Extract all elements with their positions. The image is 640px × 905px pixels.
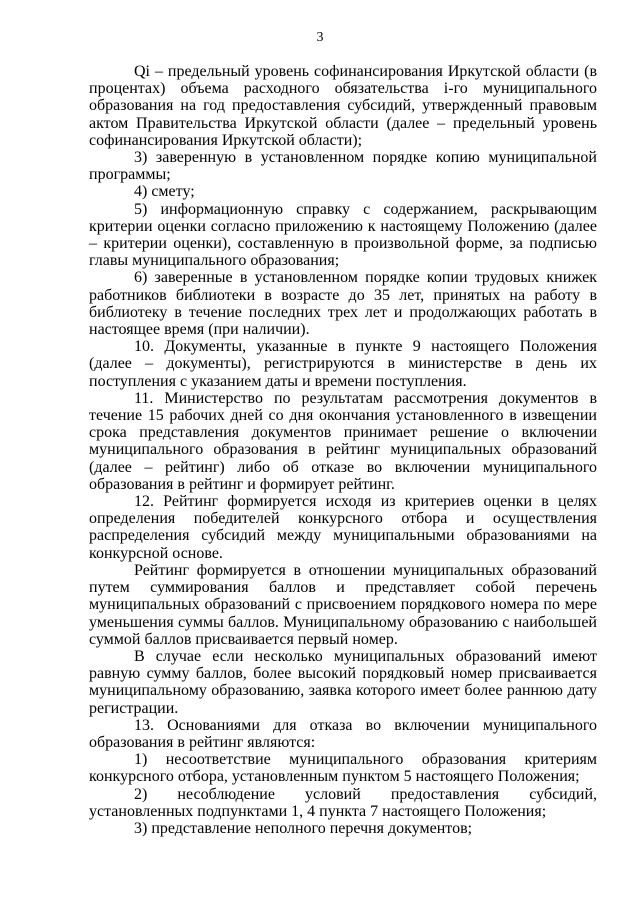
page-number: 3	[316, 30, 324, 45]
document-body	[89, 63, 597, 837]
paragraph-reason-1: 1) несоответствие муниципального образования критериям конкурсного отбора, установленным пунктом 5 настоящего Положения;	[89, 751, 597, 786]
paragraph-equal-score: В случае если несколько муниципальных образований имеют равную сумму баллов, более высокий порядковый номер присваивается муниципальному образованию, заявка которого имеет более раннюю дату регистрации.	[89, 647, 597, 717]
paragraph-item-5: 5) информационную справку с содержанием, раскрывающим критерии оценки согласно приложению к настоящему Положению (далее – критерии оценки), составленную в произвольной форме, за подписью главы муниципального образования;	[89, 200, 597, 270]
paragraph-reason-3: 3) представление неполного перечня документов;	[134, 819, 473, 837]
paragraph-clause-10: 10. Документы, указанные в пункте 9 настоящего Положения (далее – документы), регистрируются в министерстве в день их поступления с указанием даты и времени поступления.	[89, 338, 597, 390]
paragraph-rating-formation: Рейтинг формируется в отношении муниципальных образований путем суммирования баллов и представляет собой перечень муниципальных образований с присвоением порядкового номера по мере уменьшения суммы баллов. Муниципальному образованию с наибольшей суммой баллов присваивается первый номер.	[89, 561, 597, 648]
paragraph-reason-2: 2) несоблюдение условий предоставления субсидий, установленных подпунктами 1, 4 пункта 7 настоящего Положения;	[89, 785, 597, 820]
paragraph-item-6: 6) заверенные в установленном порядке копии трудовых книжек работников библиотеки в возрасте до 35 лет, принятых на работу в библиотеку в течение последних трех лет и продолжающих работать в настоящее время (при наличии).	[89, 269, 597, 339]
paragraph-clause-11: 11. Министерство по результатам рассмотрения документов в течение 15 рабочих дней со дня окончания установленного в извещении срока представления документов принимает решение о включении муниципального образования в рейтинг муниципальных образований (далее – рейтинг) либо об отказе во включении муниципального образования в рейтинг и формирует рейтинг.	[89, 389, 597, 493]
paragraph-item-4: 4) смету;	[134, 183, 195, 201]
paragraph-clause-13: 13. Основаниями для отказа во включении муниципального образования в рейтинг являются:	[89, 716, 597, 751]
paragraph-item-3: 3) заверенную в установленном порядке копию муниципальной программы;	[89, 149, 597, 184]
paragraph-clause-12: 12. Рейтинг формируется исходя из критериев оценки в целях определения победителей конкурсного отбора и осуществления распределения субсидий между муниципальными образованиями на конкурсной основе.	[89, 493, 597, 562]
paragraph-qi-definition: Qi – предельный уровень софинансирования Иркутской области (в процентах) объема расходного обязательства i-го муниципального образования на год предоставления субсидий, утвержденный правовым актом Правительства Иркутской области (далее – предельный уровень софинансирования Иркутской области);	[89, 63, 597, 149]
